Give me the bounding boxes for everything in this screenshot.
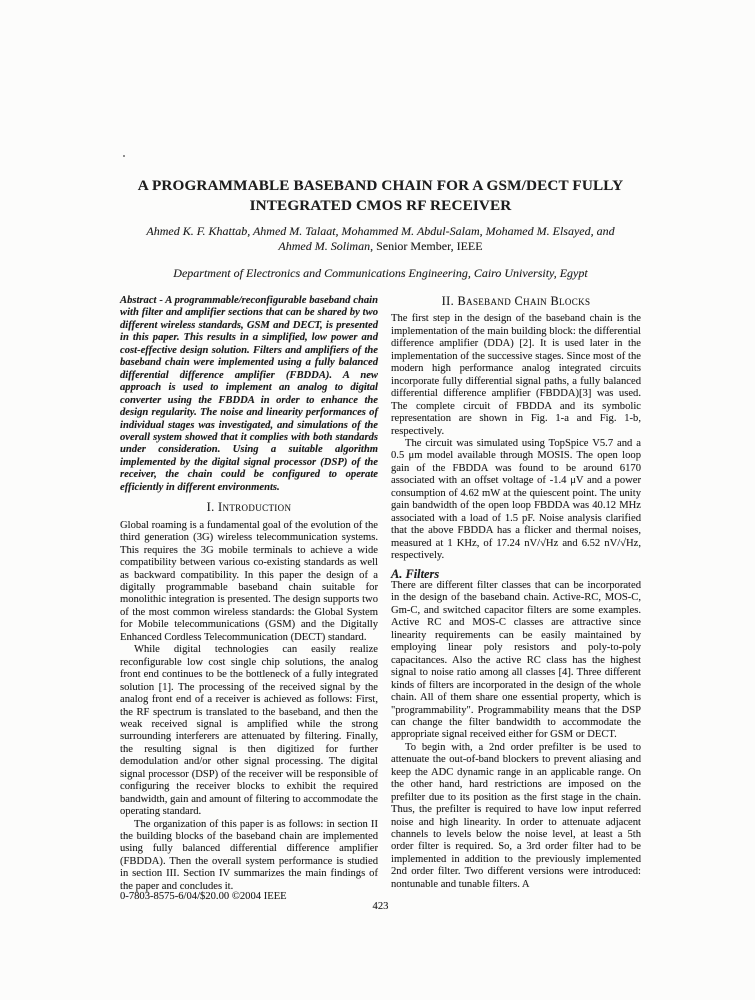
scan-artifact-dot (123, 155, 125, 157)
paper-content (120, 176, 641, 893)
paper-title-line2: INTEGRATED CMOS RF RECEIVER (249, 196, 512, 214)
filters-paragraph-1: There are different filter classes that can be incorporated in the design of the baseband chain. Active-RC, MOS-C, Gm-C, and switched capacitor filters are some examples. Active RC and MOS-C classes are attractive since linearity requirements can be easily maintained by employing linear poly resistors and poly-to-poly capacitances. Also the active RC class has the highest signal to noise ratio among all classes [4]. Three different kinds of filters are incorporated in the design of the whole chain. All of them share one essential property, which is "programmability". Programmability means that the DSP can change the filter bandwidth to accommodate the appropriate signal received either for GSM or DECT. (391, 579, 641, 741)
page-number: 423 (372, 901, 389, 912)
copyright-notice: 0-7803-8575-6/04/$20.00 ©2004 IEEE (120, 891, 287, 902)
abstract-paragraph (120, 295, 378, 494)
abstract-text: A programmable/reconfigurable baseband chain with filter and amplifier sections that can be shared by two different wireless standards, GSM and DECT, is presented in this paper. This results in a simplified, low power and cost-effective design solution. Filters and amplifiers of the baseband chain were implemented using a fully balanced differential difference amplifier (FBDDA). A new approach is used to implement an analog to digital converter using the FBDDA in order to enhance the design regularity. The noise and linearity performances of individual stages was investigated, and simulations of the overall system showed that it complies with both standards under consideration. Using a suitable algorithm implemented by the digital signal processor (DSP) of the receiver, the chain could be configured to operate efficiently in different environments. (120, 295, 378, 493)
filters-paragraph-2: To begin with, a 2nd order prefilter is be used to attenuate the out-of-band blockers to prevent aliasing and keep the ADC dynamic range in an applicable range. On the other hand, hard restrictions are imposed on the prefilter due to its position as the first stage in the chain. Thus, the prefilter is required to have low input referred noise and high linearity. In order to attenuate adjacent channels to levels below the noise level, at least a 5th order filter is required. So, a 3rd order filter had to be implemented in addition to the previously implemented 2nd order filter. Two different versions were introduced: nontunable and tunable filters. A (391, 741, 641, 890)
author-membership: , Senior Member, IEEE (370, 238, 483, 253)
authors-block (120, 224, 641, 253)
authors-line2 (120, 239, 641, 254)
affiliation: Department of Electronics and Communications Engineering, Cairo University, Egypt (173, 266, 588, 280)
two-column-body (120, 295, 641, 893)
abstract-label: Abstract - (120, 295, 166, 306)
right-column (391, 295, 641, 893)
introduction-paragraph-3: The organization of this paper is as follows: in section II the building blocks of the baseband chain are implemented using fully balanced differential difference amplifier (FBDDA). Then the overall system performance is studied in section III. Section IV summarizes the main findings of the paper and concludes it. (120, 818, 378, 892)
section-heading-baseband-chain-blocks: II. Baseband Chain Blocks (441, 294, 591, 308)
subsection-heading-filters: A. Filters (391, 566, 440, 581)
baseband-paragraph-1: The first step in the design of the baseband chain is the implementation of the main building block: the differential difference amplifier (DDA) [2]. It is used later in the implementation of the successive stages. Since most of the modern high performance analog integrated circuits incorporate fully differential signal paths, a fully balanced differential difference amplifier (FBDDA)[3] was used. The complete circuit of FBDDA and its symbolic representation are shown in Fig. 1-a and Fig. 1-b, respectively. (391, 313, 641, 437)
baseband-paragraph-2: The circuit was simulated using TopSpice V5.7 and a 0.5 μm model available through MOSIS. The open loop gain of the FBDDA was found to be around 6170 associated with an offset voltage of -1.4 μV and a power consumption of 4.62 mW at the quiescent point. The unity gain bandwidth of the open loop FBDDA was 40.12 MHz associated with a load of 1.5 pF. Noise analysis clarified that the above FBDDA has a flicker and thermal noises, measured at 1 KHz, of 17.24 nV/√Hz and 6.52 nV/√Hz, respectively. (391, 437, 641, 562)
left-column (120, 295, 378, 893)
section-heading-introduction: I. Introduction (206, 500, 292, 515)
paper-title (120, 176, 641, 215)
authors-line1: Ahmed K. F. Khattab, Ahmed M. Talaat, Mohammed M. Abdul-Salam, Mohamed M. Elsayed, and (146, 224, 615, 238)
author-soliman: Ahmed M. Soliman (278, 238, 371, 253)
introduction-paragraph-1: Global roaming is a fundamental goal of the evolution of the third generation (3G) wireless telecommunication systems. This requires the 3G mobile terminals to achieve a wide compatibility between various co-existing standards as well as backward compatibility. In this paper the design of a digitally programmable baseband chain suitable for monolithic integration is presented. The design supports two of the most common wireless standards: the Global System for Mobile telecommunications (GSM) and the Digitally Enhanced Cordless Telecommunication (DECT) standard. (120, 519, 378, 643)
introduction-paragraph-2: While digital technologies can easily realize reconfigurable low cost single chip solutions, the analog front end continues to be the bottleneck of a fully integrated solution [1]. The processing of the received signal by the analog front end of a receiver is achieved as follows: First, the RF spectrum is translated to the baseband, and then the weak received signal is amplified while the strong surrounding interferers are attenuated by filtering. Finally, the resulting signal is then digitized for further demodulation and/or other signal processing. The digital signal processor (DSP) of the receiver will be responsible of configuring the receiver blocks to exhibit the required bandwidth, gain and amount of filtering to accommodate the operating standard. (120, 644, 378, 818)
paper-title-line1: A PROGRAMMABLE BASEBAND CHAIN FOR A GSM/DECT FULLY (137, 177, 624, 194)
